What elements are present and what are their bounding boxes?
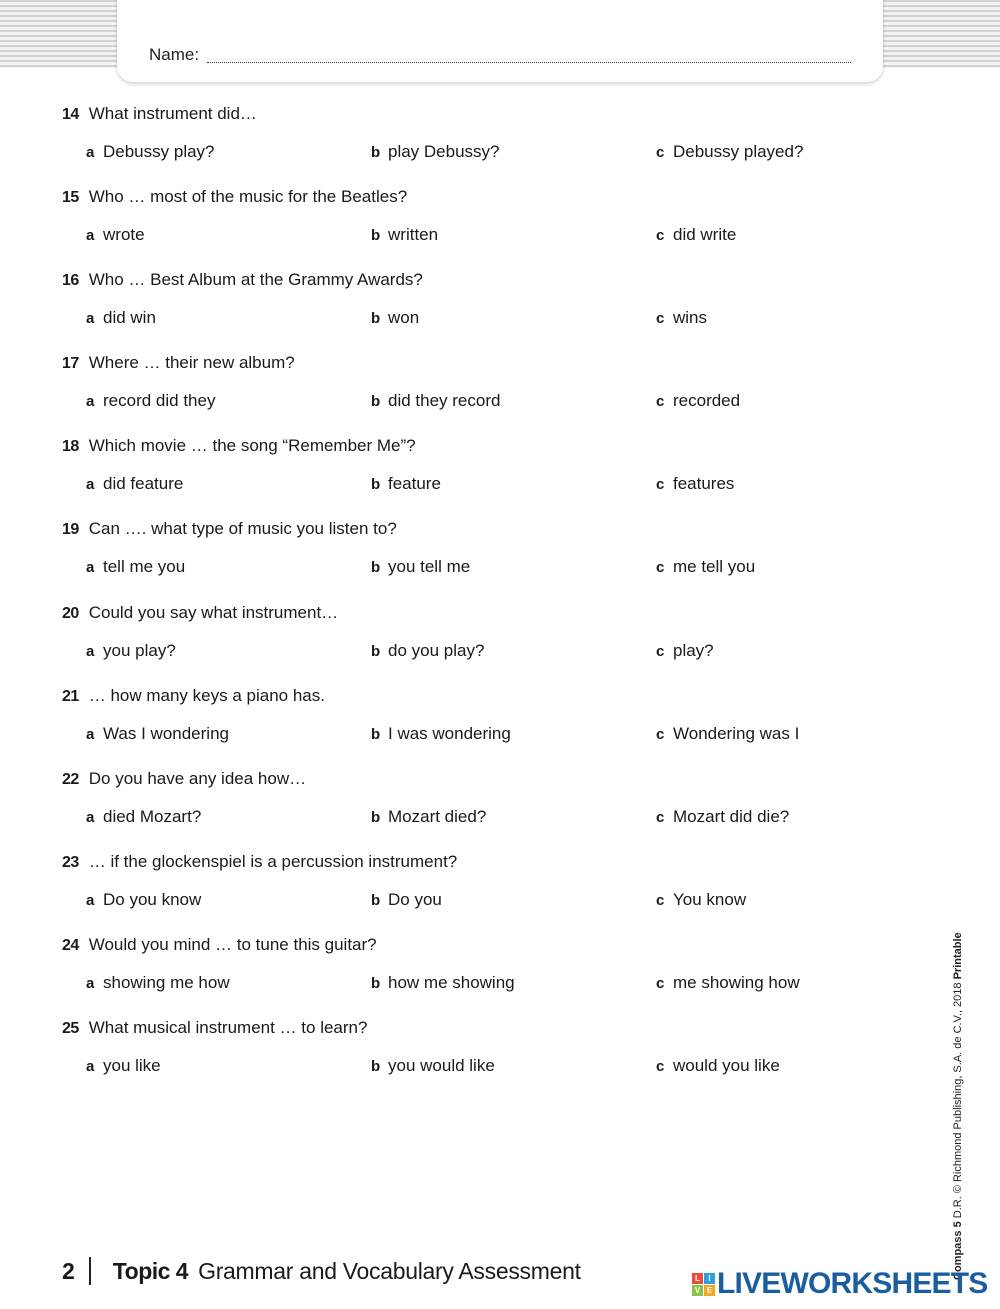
option-letter: a (86, 144, 95, 161)
question-16 (62, 270, 922, 353)
option-text: did feature (103, 474, 184, 494)
option-letter: a (86, 642, 95, 660)
option-b[interactable] (371, 225, 438, 245)
option-text: me showing how (673, 972, 800, 992)
option-a[interactable] (86, 474, 183, 494)
rights-notice: D.R. © Richmond Publishing, S.A. de C.V., 2018 (952, 982, 964, 1219)
answer-options (86, 474, 922, 498)
question-number: 18 (62, 438, 79, 456)
option-letter: c (656, 559, 665, 577)
answer-options (86, 724, 922, 748)
option-letter: a (86, 974, 95, 992)
option-letter: c (656, 310, 665, 328)
question-stem (62, 935, 377, 955)
option-letter: a (86, 393, 95, 411)
option-letter: b (371, 974, 381, 992)
question-text: … how many keys a piano has. (88, 685, 325, 705)
option-text: did they record (388, 391, 501, 411)
option-letter: b (371, 725, 381, 743)
liveworksheets-logo-icon (692, 1273, 715, 1296)
question-stem (62, 270, 423, 290)
option-letter: b (371, 891, 381, 909)
question-stem (62, 353, 295, 373)
question-14 (62, 104, 922, 187)
option-letter: b (371, 642, 381, 660)
option-b[interactable] (371, 890, 442, 910)
question-stem (62, 686, 325, 706)
option-a[interactable] (86, 391, 215, 411)
option-text: Was I wondering (103, 723, 229, 743)
option-text: how me showing (388, 972, 515, 992)
question-number: 24 (62, 936, 79, 954)
option-text: Mozart did die? (673, 806, 790, 826)
logo-cell: E (704, 1285, 715, 1296)
option-text: do you play? (388, 640, 485, 660)
footer-title: Grammar and Vocabulary Assessment (198, 1257, 581, 1284)
option-text: Debussy played? (673, 142, 804, 161)
option-text: did win (103, 308, 156, 328)
option-text: written (388, 225, 439, 245)
option-letter: c (656, 891, 665, 909)
option-c[interactable] (656, 724, 799, 744)
question-stem (62, 436, 416, 456)
option-text: won (388, 308, 420, 328)
topic-label: Topic 4 (112, 1257, 189, 1284)
option-letter: a (86, 310, 95, 328)
option-text: showing me how (103, 972, 230, 992)
question-25 (62, 1018, 922, 1101)
option-text: play Debussy? (388, 142, 500, 161)
question-stem (62, 769, 306, 789)
question-stem (62, 1018, 367, 1038)
option-text: Do you know (103, 889, 202, 909)
option-letter: c (656, 476, 665, 494)
option-b[interactable] (371, 142, 500, 162)
option-b[interactable] (371, 1056, 495, 1076)
logo-cell: L (692, 1273, 703, 1284)
option-text: Wondering was I (673, 723, 800, 743)
answer-options (86, 142, 922, 166)
answer-options (86, 641, 922, 665)
option-text: recorded (673, 391, 741, 411)
option-letter: a (86, 725, 95, 743)
question-19 (62, 519, 922, 602)
option-c[interactable] (656, 308, 707, 328)
series-name: Compass 5 (952, 1221, 964, 1280)
logo-cell: I (704, 1273, 715, 1284)
answer-options (86, 973, 922, 997)
option-letter: c (656, 725, 665, 743)
option-letter: a (86, 1058, 95, 1076)
question-text: Do you have any idea how… (88, 768, 307, 788)
option-b[interactable] (371, 557, 470, 577)
option-text: record did they (103, 391, 216, 411)
question-23 (62, 852, 922, 935)
option-text: features (673, 474, 735, 494)
option-c[interactable] (656, 807, 789, 827)
option-letter: a (86, 891, 95, 909)
option-text: You know (673, 889, 747, 909)
option-letter: a (86, 808, 95, 826)
option-letter: b (371, 310, 381, 328)
option-text: I was wondering (388, 723, 511, 743)
question-number: 23 (62, 853, 79, 871)
option-a[interactable] (86, 973, 230, 993)
answer-options (86, 557, 922, 581)
question-number: 15 (62, 189, 79, 207)
option-c[interactable] (656, 557, 755, 577)
liveworksheets-wordmark: LIVEWORKSHEETS (717, 1267, 988, 1300)
option-text: wrote (103, 225, 145, 245)
option-text: feature (388, 474, 441, 494)
option-letter: c (656, 808, 665, 826)
question-list (62, 104, 922, 1101)
question-stem (62, 519, 397, 539)
liveworksheets-logo (692, 1268, 988, 1300)
option-text: you would like (388, 1056, 495, 1076)
question-text: … if the glockenspiel is a percussion instrument? (88, 851, 458, 871)
option-c[interactable] (656, 973, 800, 993)
question-number: 16 (62, 272, 79, 290)
option-text: me tell you (673, 557, 756, 577)
option-text: play? (673, 640, 714, 660)
option-a[interactable] (86, 641, 176, 661)
option-c[interactable] (656, 225, 736, 245)
option-letter: c (656, 642, 665, 660)
option-letter: b (371, 393, 381, 411)
option-c[interactable] (656, 142, 803, 162)
question-text: Who … most of the music for the Beatles? (88, 187, 408, 207)
option-letter: c (656, 227, 665, 245)
option-b[interactable] (371, 641, 484, 661)
option-text: you tell me (388, 557, 471, 577)
question-20 (62, 603, 922, 686)
option-a[interactable] (86, 807, 201, 827)
option-letter: a (86, 227, 95, 245)
question-number: 21 (62, 687, 79, 705)
option-a[interactable] (86, 557, 185, 577)
answer-options (86, 308, 922, 332)
question-text: Who … Best Album at the Grammy Awards? (88, 270, 423, 290)
option-b[interactable] (371, 973, 515, 993)
option-letter: c (656, 1058, 665, 1076)
question-15 (62, 187, 922, 270)
option-a[interactable] (86, 1056, 161, 1076)
question-text: Where … their new album? (88, 353, 295, 373)
option-c[interactable] (656, 890, 746, 910)
side-credit (952, 880, 964, 1280)
option-b[interactable] (371, 474, 441, 494)
question-text: Can …. what type of music you listen to? (88, 519, 397, 539)
answer-options (86, 890, 922, 914)
name-label: Name: (149, 45, 200, 64)
option-letter: a (86, 476, 95, 494)
option-text: Do you (388, 889, 442, 909)
option-c[interactable] (656, 1056, 780, 1076)
option-text: you play? (103, 640, 176, 660)
question-text: Which movie … the song “Remember Me”? (88, 436, 416, 456)
question-number: 14 (62, 106, 79, 123)
option-a[interactable] (86, 890, 201, 910)
answer-options (86, 391, 922, 415)
question-number: 20 (62, 604, 79, 622)
option-a[interactable] (86, 724, 229, 744)
option-letter: b (371, 476, 381, 494)
option-text: would you like (673, 1056, 780, 1076)
logo-cell: V (692, 1285, 703, 1296)
question-22 (62, 769, 922, 852)
option-letter: b (371, 144, 381, 161)
page-footer (62, 1255, 581, 1287)
option-c[interactable] (656, 641, 714, 661)
option-letter: b (371, 559, 381, 577)
name-card (117, 0, 883, 82)
option-letter: c (656, 144, 665, 161)
question-number: 25 (62, 1020, 79, 1038)
question-21 (62, 686, 922, 769)
option-b[interactable] (371, 724, 511, 744)
question-stem (62, 187, 407, 207)
question-text: Could you say what instrument… (88, 602, 339, 622)
option-a[interactable] (86, 225, 145, 245)
name-input-line[interactable] (207, 62, 851, 63)
option-letter: a (86, 559, 95, 577)
answer-options (86, 225, 922, 249)
question-number: 19 (62, 521, 79, 539)
option-text: died Mozart? (103, 806, 202, 826)
question-number: 17 (62, 355, 79, 373)
option-a[interactable] (86, 142, 215, 162)
answer-options (86, 807, 922, 831)
option-letter: b (371, 808, 381, 826)
option-text: Debussy play? (103, 142, 215, 161)
option-a[interactable] (86, 308, 156, 328)
option-text: Mozart died? (388, 806, 487, 826)
option-b[interactable] (371, 308, 419, 328)
option-letter: b (371, 227, 381, 245)
option-letter: c (656, 393, 665, 411)
option-letter: c (656, 974, 665, 992)
question-stem (62, 603, 338, 623)
option-text: tell me you (103, 557, 186, 577)
option-c[interactable] (656, 474, 734, 494)
question-stem (62, 104, 257, 124)
page-number: 2 (62, 1257, 75, 1284)
question-24 (62, 935, 922, 1018)
question-text: What instrument did… (88, 104, 257, 123)
question-text: Would you mind … to tune this guitar? (88, 934, 377, 954)
option-text: did write (673, 225, 737, 245)
answer-options (86, 1056, 922, 1080)
option-letter: b (371, 1058, 381, 1076)
question-stem (62, 852, 457, 872)
printable-label: Printable (952, 932, 964, 980)
option-c[interactable] (656, 391, 740, 411)
option-b[interactable] (371, 807, 486, 827)
option-b[interactable] (371, 391, 500, 411)
footer-divider (89, 1257, 91, 1285)
question-number: 22 (62, 770, 79, 788)
question-17 (62, 353, 922, 436)
question-text: What musical instrument … to learn? (88, 1018, 368, 1038)
option-text: wins (673, 308, 708, 328)
option-text: you like (103, 1056, 161, 1076)
question-18 (62, 436, 922, 519)
